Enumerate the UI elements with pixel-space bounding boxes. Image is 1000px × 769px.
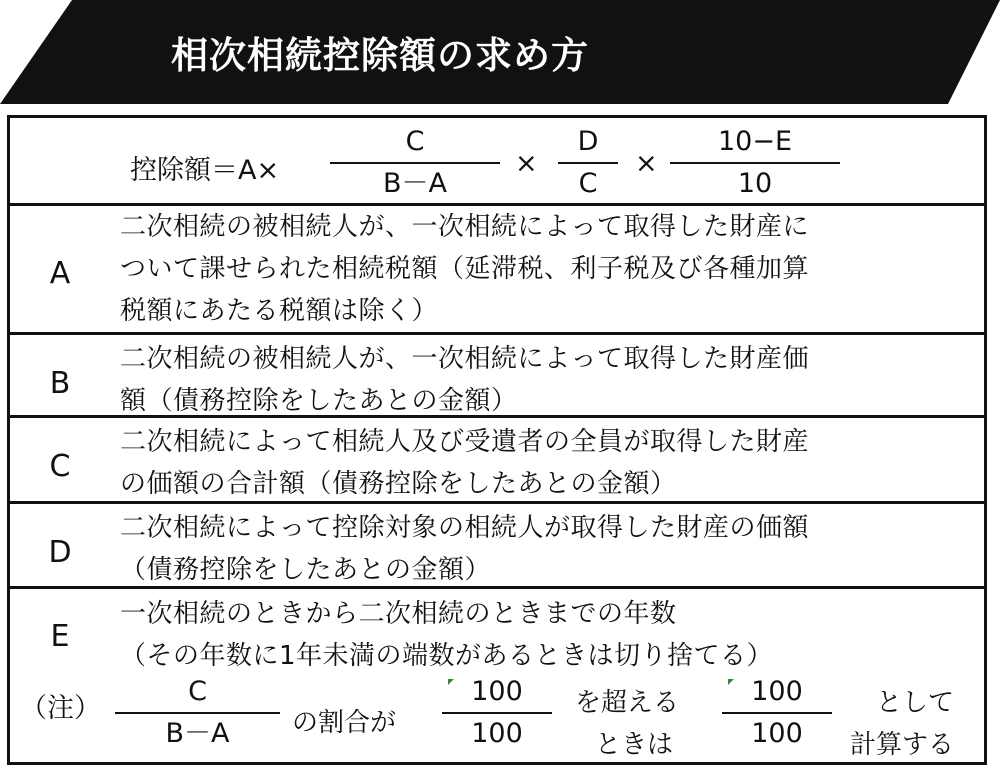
- note-fraction-100-over-100: [442, 674, 552, 752]
- note-prefix: （注）: [20, 693, 101, 724]
- fraction-d-over-c: [558, 124, 618, 202]
- row-label-d: D: [48, 535, 72, 570]
- fraction-bar: [442, 712, 552, 714]
- fraction-denominator: 100: [751, 718, 803, 749]
- formula-table: [7, 115, 987, 765]
- desc-line: 二次相続の被相続人が、一次相続によって取得した財産価: [120, 344, 810, 374]
- fraction-numerator: C: [188, 676, 207, 707]
- desc-line: （債務控除をしたあとの金額）: [120, 555, 492, 585]
- row-label-e: E: [50, 619, 70, 654]
- fraction-denominator: 100: [471, 718, 523, 749]
- desc-line: 二次相続の被相続人が、一次相続によって取得した財産に: [120, 212, 810, 242]
- row-desc-b: [120, 338, 982, 422]
- page-title: 相次相続控除額の求め方: [171, 34, 589, 77]
- row-divider: [10, 415, 984, 418]
- fraction-denominator: 10: [737, 168, 773, 199]
- row-label-c: C: [49, 449, 71, 484]
- note-text-when: ときは: [595, 730, 674, 760]
- fraction-denominator: C: [578, 168, 598, 199]
- row-divider: [10, 332, 984, 335]
- desc-line: の価額の合計額（債務控除をしたあとの金額）: [120, 469, 677, 499]
- row-desc-e: [120, 593, 982, 677]
- fraction-numerator: 10−E: [717, 126, 793, 157]
- row-label-a: A: [49, 256, 71, 291]
- fraction-bar: [670, 162, 840, 164]
- fraction-c-over-b-minus-a: [330, 124, 500, 202]
- fraction-bar: [115, 712, 280, 714]
- desc-line: 額（債務控除をしたあとの金額）: [120, 386, 518, 416]
- fraction-numerator: D: [577, 126, 599, 157]
- fraction-numerator: 100: [751, 676, 803, 707]
- desc-line: ついて課せられた相続税額（延滞税、利子税及び各種加算: [120, 254, 810, 284]
- note-text-ratio: の割合が: [292, 708, 397, 738]
- note-fraction-c-over-b-minus-a: [115, 674, 280, 752]
- fraction-bar: [558, 162, 618, 164]
- row-divider: [10, 501, 984, 504]
- desc-line: （その年数に1年未満の端数があるときは切り捨てる）: [120, 641, 774, 671]
- fraction-numerator: C: [405, 126, 425, 157]
- row-desc-d: [120, 507, 982, 591]
- note-text-calculate: 計算する: [850, 730, 955, 760]
- desc-line: 一次相続のときから二次相続のときまでの年数: [120, 599, 677, 629]
- fraction-10-minus-e-over-10: [670, 124, 840, 202]
- row-divider: [10, 586, 984, 589]
- fraction-denominator: B－A: [383, 168, 447, 199]
- note-text-as: として: [876, 688, 955, 718]
- row-label-b: B: [49, 366, 71, 401]
- row-desc-c: [120, 421, 982, 505]
- fraction-numerator: 100: [471, 676, 523, 707]
- times-sign: ×: [635, 148, 658, 179]
- times-sign: ×: [515, 148, 538, 179]
- fraction-bar: [722, 712, 832, 714]
- title-banner: [0, 0, 1000, 104]
- desc-line: 二次相続によって相続人及び受遺者の全員が取得した財産: [120, 427, 810, 457]
- note-fraction-100-over-100: [722, 674, 832, 752]
- formula-lead: 控除額＝A×: [130, 155, 280, 186]
- desc-line: 税額にあたる税額は除く）: [120, 296, 439, 326]
- row-desc-a: [120, 206, 982, 332]
- note-text-exceeds: を超える: [575, 688, 680, 718]
- fraction-denominator: B－A: [165, 718, 230, 749]
- fraction-bar: [330, 162, 500, 164]
- desc-line: 二次相続によって控除対象の相続人が取得した財産の価額: [120, 513, 810, 543]
